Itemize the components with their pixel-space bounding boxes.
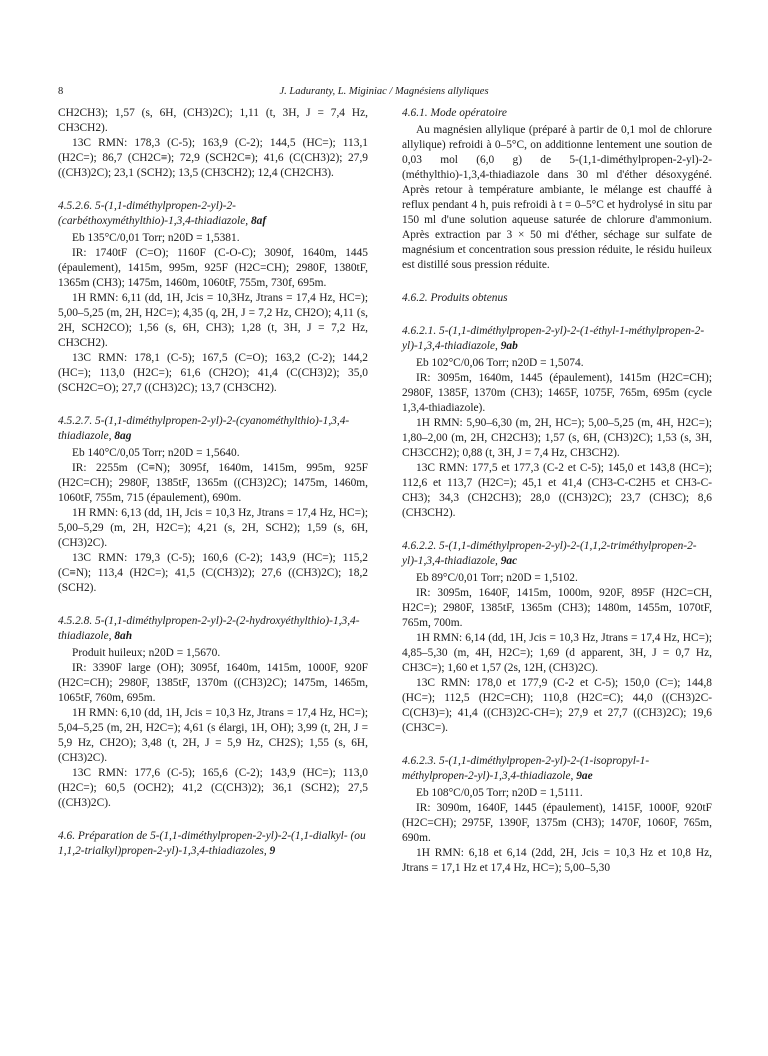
- section-heading: [402, 106, 712, 121]
- section-title: 4.6.2.3. 5-(1,1-diméthylpropen-2-yl)-2-(1-isopropyl-1-méthylpropen-2-yl)-1,3,4-thiadiazole,: [402, 755, 650, 782]
- section-heading: [402, 324, 712, 354]
- section-heading: [402, 539, 712, 569]
- section-heading: [58, 414, 368, 444]
- compound-number: 9ac: [500, 555, 518, 567]
- section-heading: [58, 199, 368, 229]
- paragraph: IR: 2255m (C≡N); 3095f, 1640m, 1415m, 995m, 925F (H2C=CH); 2980F, 1385tF, 1365m ((CH3)2C); 1475m, 1460m, 1060tF, 755m, 715 (épaulement), 690m.: [58, 462, 368, 504]
- section-heading: [58, 614, 368, 644]
- paragraph: Eb 108°C/0,05 Torr; n20D = 1,5111.: [416, 787, 583, 799]
- paragraph: IR: 1740tF (C=O); 1160F (C-O-C); 3090f, 1640m, 1445 (épaulement), 1415m, 995m, 925F (H2C=CH); 2980F, 1380tF, 1365m (CH3); 1475m, 1460m, 1060tF, 755m, 730f, 695m.: [58, 247, 368, 289]
- paragraph: Au magnésien allylique (préparé à partir de 0,1 mol de chlorure allylique) refroidi à 0–5°C, on additionne lentement une soution de 0,03 mol (6,0 g) de 5-(1,1-diméthylpropen-2-yl)-2-(méthylthio)-1,3,4-thiadiazole dans 30 ml d'éther désoxygéné. Après retour à température ambiante, le mélange est chauffé à reflux pendant 4 h, puis refroidi à t = 0–5°C et hydrolysé in situ par 150 ml d'une solution aqueuse saturée de chlorure d'ammonium. Après extraction par 3 × 50 mi d'éther, séchage sur sulfate de magnésium et concentration sous pression réduite, le résidu huileux est distillé sous pression réduite.: [402, 124, 712, 271]
- paragraph: 1H RMN: 6,13 (dd, 1H, Jcis = 10,3 Hz, Jtrans = 17,4 Hz, HC=); 5,00–5,29 (m, 2H, H2C=); 4,21 (s, 2H, SCH2); 1,59 (s, 6H, (CH3)2C).: [58, 507, 368, 549]
- paragraph: IR: 3090m, 1640F, 1445 (épaulement), 1415F, 1000F, 920tF (H2C=CH); 2975F, 1390F, 1375m (CH3); 1470F, 1060F, 765m, 690m.: [402, 802, 712, 844]
- left-column: [58, 106, 368, 861]
- paragraph: Eb 135°C/0,01 Torr; n20D = 1,5381.: [72, 232, 240, 244]
- compound-number: 8ah: [114, 630, 133, 642]
- paragraph: 13C RMN: 178,1 (C-5); 167,5 (C=O); 163,2 (C-2); 144,2 (HC=); 113,0 (H2C=); 61,6 (CH2O); 41,4 (C(CH3)2); 35,0 (SCH2C=O); 27,7 ((CH3)2C); 13,7 (CH3CH2).: [58, 352, 368, 394]
- paragraph: Eb 140°C/0,05 Torr; n20D = 1,5640.: [72, 447, 240, 459]
- paragraph: 1H RMN: 6,14 (dd, 1H, Jcis = 10,3 Hz, Jtrans = 17,4 Hz, HC=); 4,85–5,30 (m, 4H, H2C=); 1,69 (d apparent, 3H, J = 0,7 Hz, CH3C=); 1,60 et 1,57 (2s, 12H, (CH3)2C).: [402, 632, 712, 674]
- paragraph: Produit huileux; n20D = 1,5670.: [72, 647, 221, 659]
- paragraph: 1H RMN: 6,10 (dd, 1H, Jcis = 10,3 Hz, Jtrans = 17,4 Hz, HC=); 5,04–5,25 (m, 2H, H2C=); 4,61 (s élargi, 1H, OH); 3,99 (t, 2H, J = 5,9 Hz, CH2O); 3,48 (t, 2H, J = 5,9 Hz, CH2S); 1,55 (s, 6H, (CH3)2C).: [58, 707, 368, 764]
- running-head: J. Laduranty, L. Miginiac / Magnésiens allyliques: [279, 86, 489, 97]
- paragraph: 1H RMN: 5,90–6,30 (m, 2H, HC=); 5,00–5,25 (m, 4H, H2C=); 1,80–2,00 (m, 2H, CH2CH3); 1,57 (s, 6H, (CH3)2C); 1,53 (s, 3H, CH3CCH2); 0,88 (t, 3H, J = 7,4 Hz, CH3CH2).: [402, 417, 712, 459]
- right-column: [402, 106, 712, 876]
- section-title: 4.5.2.6. 5-(1,1-diméthylpropen-2-yl)-2-(carbéthoxyméthylthio)-1,3,4-thiadiazole,: [58, 200, 249, 227]
- page-number: 8: [58, 86, 64, 97]
- paragraph: 1H RMN: 6,11 (dd, 1H, Jcis = 10,3Hz, Jtrans = 17,4 Hz, HC=); 5,00–5,25 (m, 2H, H2C=); 4,35 (q, 2H, J = 7,2 Hz, CH2O); 4,11 (s, 2H, SCH2CO); 1,56 (s, 6H, CH3); 1,28 (t, 3H, J = 7,2 Hz, CH3CH2).: [58, 292, 368, 349]
- section-title: 4.6.1. Mode opératoire: [402, 107, 507, 119]
- section-title: 4.6.2. Produits obtenus: [402, 292, 508, 304]
- paragraph: 13C RMN: 178,0 et 177,9 (C-2 et C-5); 150,0 (C=); 144,8 (HC=); 112,5 (H2C=CH); 110,8 (H2C=C); 44,0 ((CH3)2C-C(CH3)=); 41,4 ((CH3)2C-CH=); 27,9 et 27,7 ((CH3)2C); 19,6 (CH3C=).: [402, 677, 712, 734]
- section-heading: [402, 754, 712, 784]
- section-title: 4.6.2.1. 5-(1,1-diméthylpropen-2-yl)-2-(1-éthyl-1-méthylpropen-2-yl)-1,3,4-thiadiazole,: [402, 325, 705, 352]
- paragraph: Eb 89°C/0,01 Torr; n20D = 1,5102.: [416, 572, 578, 584]
- paragraph: IR: 3390F large (OH); 3095f, 1640m, 1415m, 1000F, 920F (H2C=CH); 2980F, 1385tF, 1370m ((CH3)2C); 1475m, 1465m, 1065tF, 760m, 695m.: [58, 662, 368, 704]
- compound-number: 8af: [250, 215, 267, 227]
- section-heading: [58, 829, 368, 859]
- paragraph: CH2CH3); 1,57 (s, 6H, (CH3)2C); 1,11 (t, 3H, J = 7,4 Hz, CH3CH2).: [58, 107, 368, 134]
- section-title: 4.5.2.7. 5-(1,1-diméthylpropen-2-yl)-2-(cyanométhylthio)-1,3,4-thiadiazole,: [58, 415, 350, 442]
- paragraph: IR: 3095m, 1640F, 1415m, 1000m, 920F, 895F (H2C=CH, H2C=); 2980F, 1385tF, 1365m (CH3); 1480m, 1455m, 1070tF, 765m, 700m.: [402, 587, 712, 629]
- section-title: 4.6.2.2. 5-(1,1-diméthylpropen-2-yl)-2-(1,1,2-triméthylpropen-2-yl)-1,3,4-thiadiazole,: [402, 540, 697, 567]
- compound-number: 9ae: [576, 770, 593, 782]
- section-title: 4.5.2.8. 5-(1,1-diméthylpropen-2-yl)-2-(2-hydroxyéthylthio)-1,3,4-thiadiazole,: [58, 615, 360, 642]
- paragraph: 13C RMN: 179,3 (C-5); 160,6 (C-2); 143,9 (HC=); 115,2 (C≡N); 113,4 (H2C=); 41,5 (C(CH3)2); 27,6 ((CH3)2C); 18,2 (SCH2).: [58, 552, 368, 594]
- section-title: 4.6. Préparation de 5-(1,1-diméthylpropen-2-yl)-2-(1,1-dialkyl- (ou 1,1,2-trialkyl)propen-2-yl)-1,3,4-thiadiazoles,: [58, 830, 366, 857]
- compound-number: 9ab: [500, 340, 518, 352]
- section-heading: [402, 291, 712, 306]
- paragraph: 13C RMN: 178,3 (C-5); 163,9 (C-2); 144,5 (HC=); 113,1 (H2C=); 86,7 (CH2C≡); 72,9 (SCH2C≡); 41,6 (C(CH3)2); 27,9 ((CH3)2C); 23,1 (SCH2); 13,5 (CH3CH2); 12,4 (CH2CH3).: [58, 137, 368, 179]
- paragraph: 13C RMN: 177,6 (C-5); 165,6 (C-2); 143,9 (HC=); 113,0 (H2C=); 60,5 (OCH2); 41,2 (C(CH3)2); 36,1 (SCH2); 27,5 ((CH3)2C).: [58, 767, 368, 809]
- paragraph: Eb 102°C/0,06 Torr; n20D = 1,5074.: [416, 357, 584, 369]
- paragraph: 1H RMN: 6,18 et 6,14 (2dd, 2H, Jcis = 10,3 Hz et 10,8 Hz, Jtrans = 17,1 Hz et 17,4 Hz, HC=); 5,00–5,30: [402, 847, 712, 874]
- page-header: [58, 86, 710, 106]
- compound-number: 8ag: [114, 430, 132, 442]
- compound-number: 9: [269, 845, 276, 857]
- paragraph: IR: 3095m, 1640m, 1445 (épaulement), 1415m (H2C=CH); 2980F, 1385F, 1370m (CH3); 1465F, 1075F, 765m, 695m (cycle 1,3,4-thiadiazole).: [402, 372, 712, 414]
- paragraph: 13C RMN: 177,5 et 177,3 (C-2 et C-5); 145,0 et 143,8 (HC=); 112,6 et 113,7 (H2C=); 45,1 et 41,4 (CH3-C-C2H5 et CH3-C-CH3); 34,3 (CH2CH3); 28,0 ((CH3)2C); 23,7 (CH3C); 8,6 (CH3CH2).: [402, 462, 712, 519]
